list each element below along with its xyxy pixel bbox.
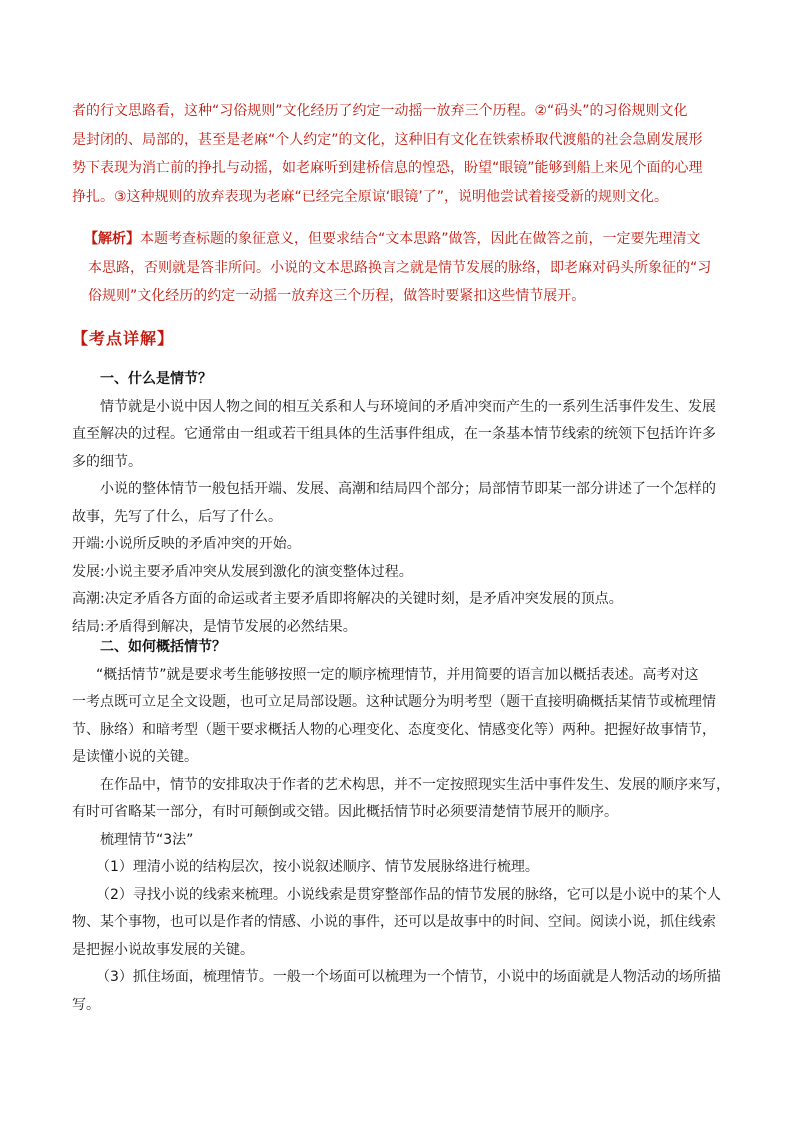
analysis-tag: 【解析】	[84, 231, 140, 247]
part1-paragraph-line: 多的细节。	[72, 453, 142, 470]
method-title: 梳理情节“3法”	[100, 831, 194, 848]
analysis-first-line	[84, 225, 744, 254]
method-line: 物、某个事物，也可以是作者的情感、小说的事件，还可以是故事中的时间、空间。阅读小说，抓住线索	[72, 914, 716, 930]
part1-paragraph-line: 直至解决的过程。它通常由一组或若干组具体的生活事件组成，在一条基本情节线索的统领下包括许许多	[72, 426, 716, 442]
method-line: （2）寻找小说的线索来梳理。小说线索是贯穿整部作品的情节发展的脉络，它可以是小说中的某个人	[96, 886, 721, 903]
answer-paragraph	[72, 97, 732, 211]
answer-line: 势下表现为消亡前的挣扎与动摇，如老麻听到建桥信息的惶恐，盼望“眼镜”能够到船上来见个面的心理	[72, 160, 703, 176]
method-line: （1）理清小说的结构层次，按小说叙述顺序、情节发展脉络进行梳理。	[96, 859, 539, 875]
stage-item: 开端:小说所反映的矛盾冲突的开始。	[72, 536, 301, 552]
part1-paragraph-line: 小说的整体情节一般包括开端、发展、高潮和结局四个部分；局部情节即某一部分讲述了一个怎样的	[100, 481, 716, 497]
part1-paragraph-line: 故事，先写了什么，后写了什么。	[72, 508, 282, 525]
part2-paragraph-line: 有时可省略某一部分，有时可颠倒或交错。因此概括情节时必须要清楚情节展开的顺序。	[72, 804, 618, 820]
method-line: 写。	[72, 996, 100, 1013]
part2-paragraph-line: 节、脉络）和暗考型（题干要求概括人物的心理变化、态度变化、情感变化等）两种。把握好故事情节，	[72, 721, 716, 738]
stage-item: 结局:矛盾得到解决，是情节发展的必然结果。	[72, 618, 357, 635]
stage-item: 发展:小说主要矛盾冲突从发展到激化的演变整体过程。	[72, 563, 413, 580]
analysis-paragraph	[84, 225, 744, 311]
section-heading: 【考点详解】	[72, 329, 175, 348]
part1-paragraph-line: 情节就是小说中因人物之间的相互关系和人与环境间的矛盾冲突而产生的一系列生活事件发生、发展	[100, 398, 716, 415]
analysis-line: 俗规则”文化经历的约定一动摇一放弃这三个历程，做答时要紧扣这些情节展开。	[88, 288, 586, 304]
part2-section	[72, 634, 732, 1019]
stage-item: 高潮:决定矛盾各方面的命运或者主要矛盾即将解决的关键时刻，是矛盾冲突发展的顶点。	[72, 591, 623, 607]
part1-section	[72, 366, 732, 641]
part2-paragraph-line: 一考点既可立足全文设题，也可立足局部设题。这种试题分为明考型（题干直接明确概括某情节或梳理情	[72, 694, 716, 710]
part2-paragraph-line: 在作品中，情节的安排取决于作者的艺术构思，并不一定按照现实生活中事件发生、发展的顺序来写，	[100, 776, 730, 793]
answer-line: 者的行文思路看，这种“习俗规则”文化经历了约定一动摇一放弃三个历程。②“码头”的习俗规则文化	[72, 103, 688, 119]
part2-heading: 二、如何概括情节？	[100, 639, 226, 655]
answer-line: 是封闭的、局部的，甚至是老麻“个人约定”的文化，这种旧有文化在铁索桥取代渡船的社会急剧发展形	[72, 131, 703, 148]
method-line: （3）抓住场面，梳理情节。一般一个场面可以梳理为一个情节，小说中的场面就是人物活动的场所描	[96, 969, 721, 985]
part2-paragraph-line: “概括情节”就是要求考生能够按照一定的顺序梳理情节，并用简要的语言加以概括表述。高考对这	[96, 666, 699, 683]
answer-line: 挣扎。③这种规则的放弃表现为老麻“已经完全原谅‘眼镜’了”，说明他尝试着接受新的规则文化。	[72, 188, 668, 205]
method-line: 是把握小说故事发展的关键。	[72, 941, 254, 958]
analysis-text: 本题考查标题的象征意义，但要求结合“文本思路”做答，因此在做答之前，一定要先理清文	[140, 231, 701, 247]
part1-heading: 一、什么是情节？	[100, 371, 212, 387]
part2-paragraph-line: 是读懂小说的关键。	[72, 749, 198, 765]
analysis-line: 本思路，否则就是答非所问。小说的文本思路换言之就是情节发展的脉络，即老麻对码头所象征的“习	[88, 259, 712, 276]
